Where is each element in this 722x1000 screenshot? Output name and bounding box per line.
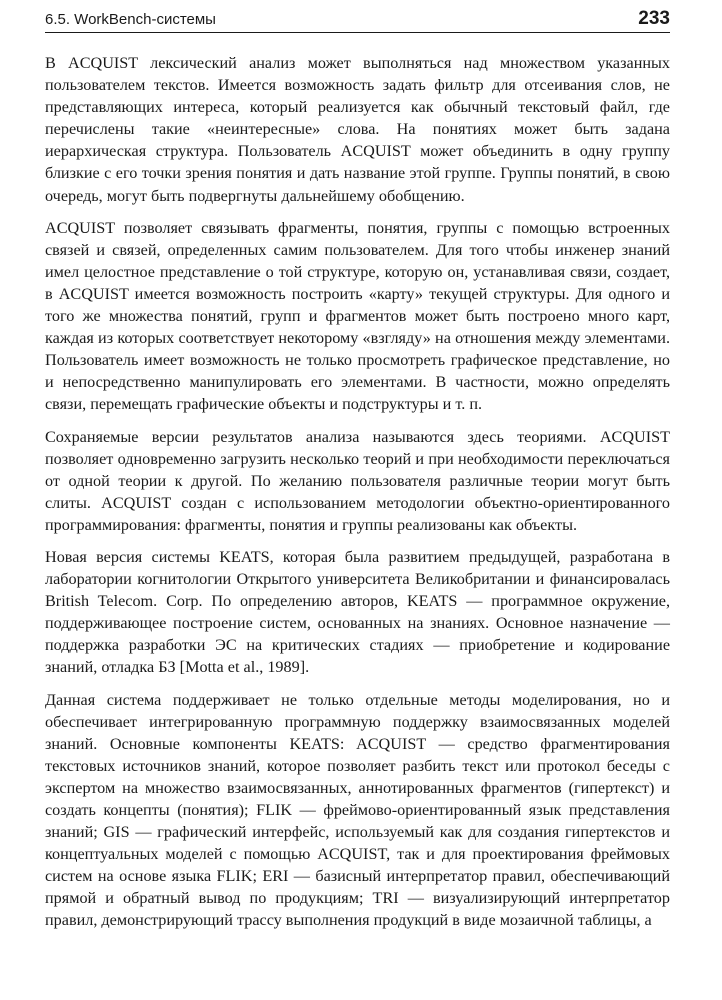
body-text (45, 52, 670, 932)
section-title: 6.5. WorkBench-системы (45, 11, 216, 28)
paragraph-4: Новая версия системы KEATS, которая была развитием предыдущей, разработана в лаборатории когнитологии Открытого университета Великобритании и финансировалась British Telecom. Corp. По определению авторов, KEATS — программное окружение, поддерживающее построение систем, основанных на знаниях. Основное назначение — поддержка разработки ЭС на критических стадиях — приобретение и кодирование знаний, отладка БЗ [Motta et al., 1989]. (45, 547, 670, 677)
running-header (45, 6, 670, 33)
paragraph-3: Сохраняемые версии результатов анализа называются здесь теориями. ACQUIST позволяет одновременно загрузить несколько теорий и при необходимости переключаться от одной теории к другой. По желанию пользователя различные теории могут быть слиты. ACQUIST создан с использованием методологии объектно-ориентированного программирования: фрагменты, понятия и группы реализованы как объекты. (45, 427, 670, 534)
paragraph-1: В ACQUIST лексический анализ может выполняться над множеством указанных пользователем текстов. Имеется возможность задать фильтр для отсеивания слов, не представляющих интереса, который реализуется как обычный текстовый файл, где перечислены такие «неинтересные» слова. На понятиях может быть задана иерархическая структура. Пользователь ACQUIST может объединить в одну группу близкие с его точки зрения понятия и дать название этой группе. Группы понятий, в свою очередь, могут быть подвергнуты дальнейшему обобщению. (45, 54, 670, 205)
paragraph-5: Данная система поддерживает не только отдельные методы моделирования, но и обеспечивает интегрированную программную поддержку взаимосвязанных моделей знаний. Основные компоненты KEATS: ACQUIST — средство фрагментирования текстовых источников знаний, которое позволяет разбить текст или протокол беседы с экспертом на множество взаимосвязанных, аннотированных фрагментов (гипертекст) и создать концепты (понятия); FLIK — фреймово-ориентированный язык представления знаний; GIS — графический интерфейс, используемый как для создания гипертекстов и концептуальных моделей с помощью ACQUIST, так и для проектирования фреймовых систем на основе языка FLIK; ERI — базисный интерпретатор правил, обеспечивающий прямой и обратный вывод по продукциям; TRI — визуализирующий интерпретатор правил, демонстрирующий трассу выполнения продукций в виде мозаичной таблицы, а (45, 690, 670, 930)
paragraph-2: ACQUIST позволяет связывать фрагменты, понятия, группы с помощью встроенных связей и связей, определенных самим пользователем. Для того чтобы инженер знаний имел целостное представление о той структуре, которую он, устанавливая связи, создает, в ACQUIST имеется возможность построить «карту» текущей структуры. Для одного и того же множества понятий, групп и фрагментов может быть построено много карт, каждая из которых соответствует некоторому «взгляду» на отношения между элементами. Пользователь имеет возможность не только просмотреть графическое представление, но и непосредственно манипулировать его элементами. В частности, можно определять связи, перемещать графические объекты и подструктуры и т. п. (45, 218, 670, 414)
page-number: 233 (638, 8, 670, 29)
